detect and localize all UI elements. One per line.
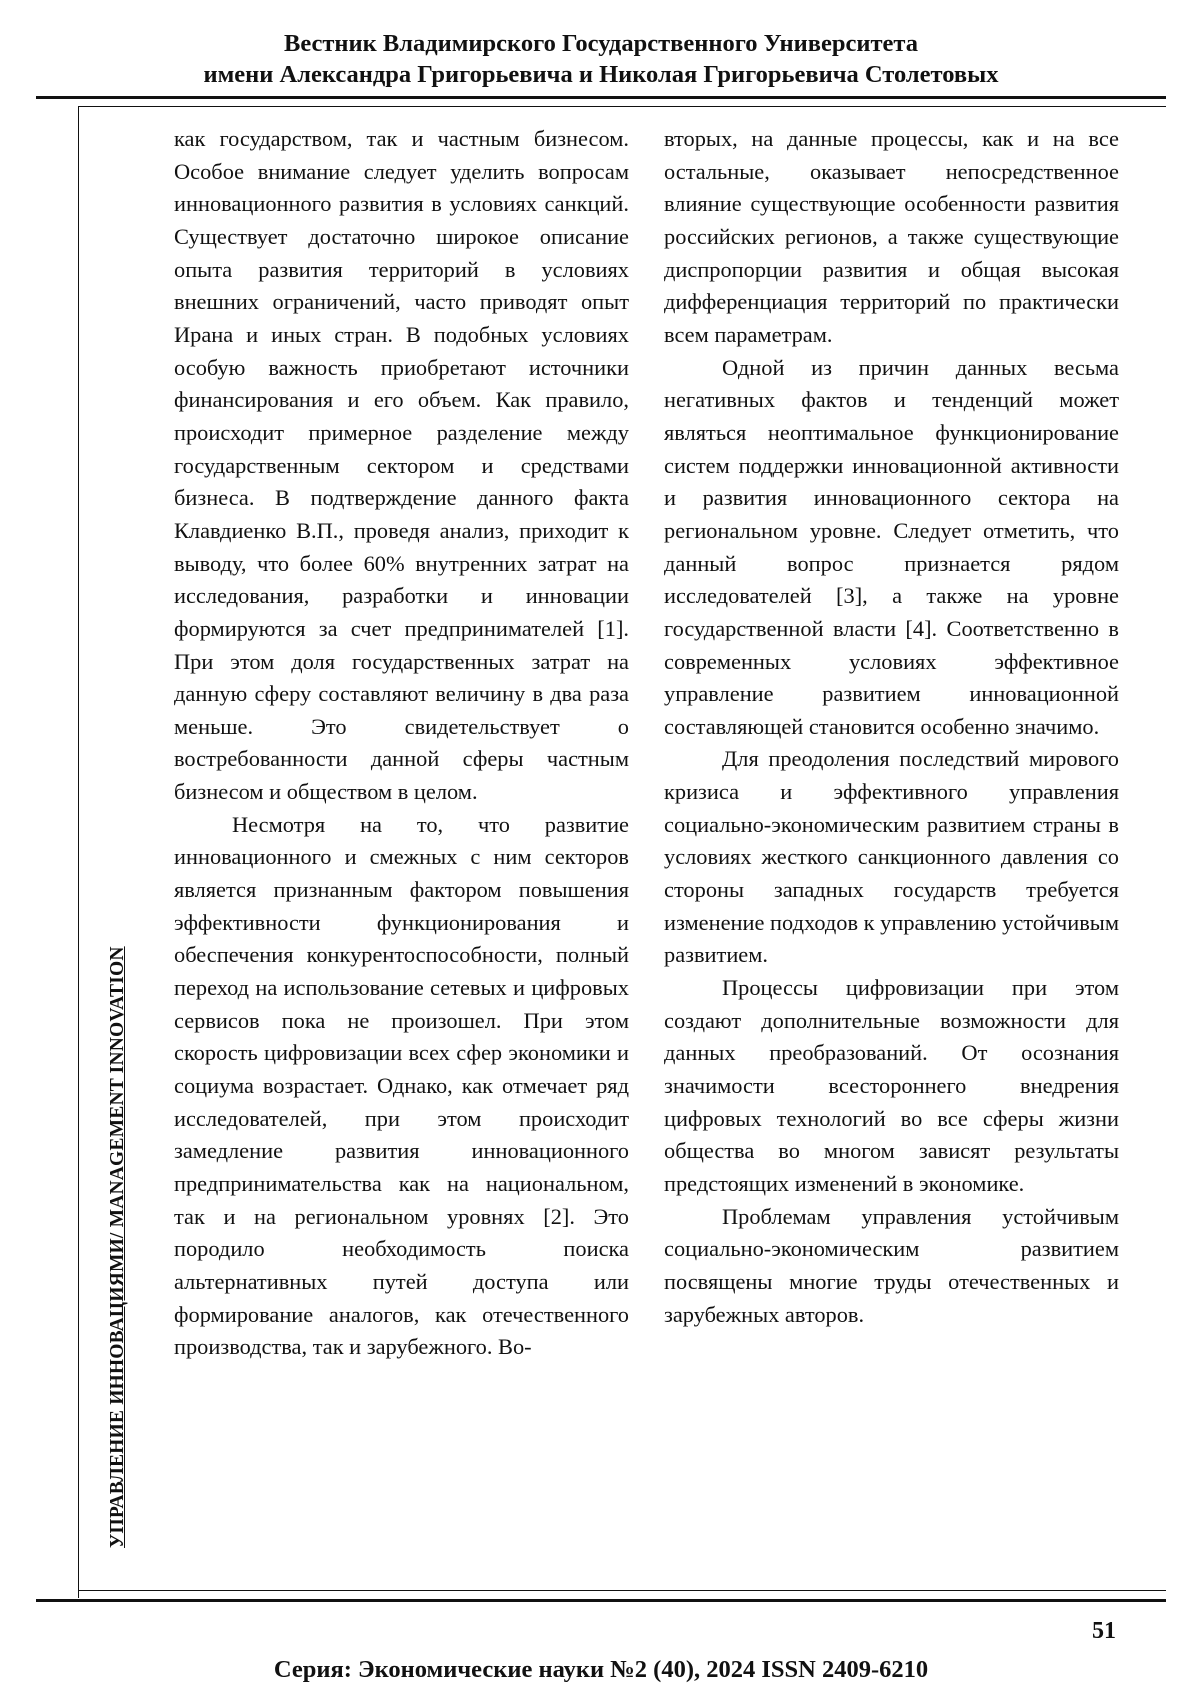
journal-title-line-2: имени Александра Григорьевича и Николая Григорьевича Столетовых xyxy=(203,61,999,88)
journal-title-line-1: Вестник Владимирского Государственного Университета xyxy=(284,30,918,57)
paragraph: вторых, на данные процессы, как и на все остальные, оказывает непосредственное влияние существующие особенности развития российских регионов, а также существующие диспропорции развития и общая высокая дифференциация территорий по практически всем параметрам. xyxy=(664,126,1119,347)
header-rule-thin xyxy=(78,106,1166,107)
side-rule xyxy=(78,106,79,1598)
series-info: Серия: Экономические науки №2 (40), 2024 ISSN 2409-6210 xyxy=(273,1656,929,1683)
paragraph: как государством, так и частным бизнесом. Особое внимание следует уделить вопросам инновационного развития в условиях санкций. Существует достаточно широкое описание опыта развития территорий в условиях внешних ограничений, часто приводят опыт Ирана и иных стран. В подобных условиях особую важность приобретают источники финансирования и его объем. Как правило, происходит примерное разделение между государственным сектором и средствами бизнеса. В подтверждение данного факта Клавдиенко В.П., проведя анализ, приходит к выводу, что более 60% внутренних затрат на исследования, разработки и инновации формируются за счет предпринимателей [1]. При этом доля государственных затрат на данную сферу составляют величину в два раза меньше. Это свидетельствует о востребованности данной сферы частным бизнесом и обществом в целом. xyxy=(174,126,629,805)
journal-header xyxy=(36,28,1166,90)
paragraph: Для преодоления последствий мирового кризиса и эффективного управления социально-экономическим развитием страны в условиях жесткого санкционного давления со стороны западных государств требуется изменение подходов к управлению устойчивым развитием. xyxy=(664,746,1119,968)
right-column xyxy=(664,123,1119,1331)
paragraph: Процессы цифровизации при этом создают дополнительные возможности для данных преобразований. От осознания значимости всестороннего внедрения цифровых технологий во все сферы жизни общества во многом зависят результаты предстоящих изменений в экономике. xyxy=(664,975,1119,1196)
section-side-label: УПРАВЛЕНИЕ ИННОВАЦИЯМИ/ MANAGEMENT INNOVATION xyxy=(107,946,128,1548)
left-column xyxy=(174,123,629,1364)
footer-rule-thin xyxy=(78,1590,1166,1591)
paragraph: Одной из причин данных весьма негативных фактов и тенденций может являться неоптимальное функционирование систем поддержки инновационной активности и развития инновационного сектора на региональном уровне. Следует отметить, что данный вопрос признается рядом исследователей [3], а также на уровне государственной власти [4]. Соответственно в современных условиях эффективное управление развитием инновационной составляющей становится особенно значимо. xyxy=(664,354,1119,739)
paragraph: Проблемам управления устойчивым социально-экономическим развитием посвящены многие труды отечественных и зарубежных авторов. xyxy=(664,1203,1119,1327)
page-number: 51 xyxy=(1092,1618,1116,1644)
header-rule xyxy=(36,96,1166,99)
paragraph: Несмотря на то, что развитие инновационного и смежных с ним секторов является признанным фактором повышения эффективности функционирования и обеспечения конкурентоспособности, полный переход на использование сетевых и цифровых сервисов пока не произошел. При этом скорость цифровизации всех сфер экономики и социума возрастает. Однако, как отмечает ряд исследователей, при этом происходит замедление развития инновационного предпринимательства как на национальном, так и на региональном уровнях [2]. Это породило необходимость поиска альтернативных путей доступа или формирование аналогов, как отечественного производства, так и зарубежного. Во- xyxy=(174,811,629,1360)
footer-rule xyxy=(36,1599,1166,1602)
